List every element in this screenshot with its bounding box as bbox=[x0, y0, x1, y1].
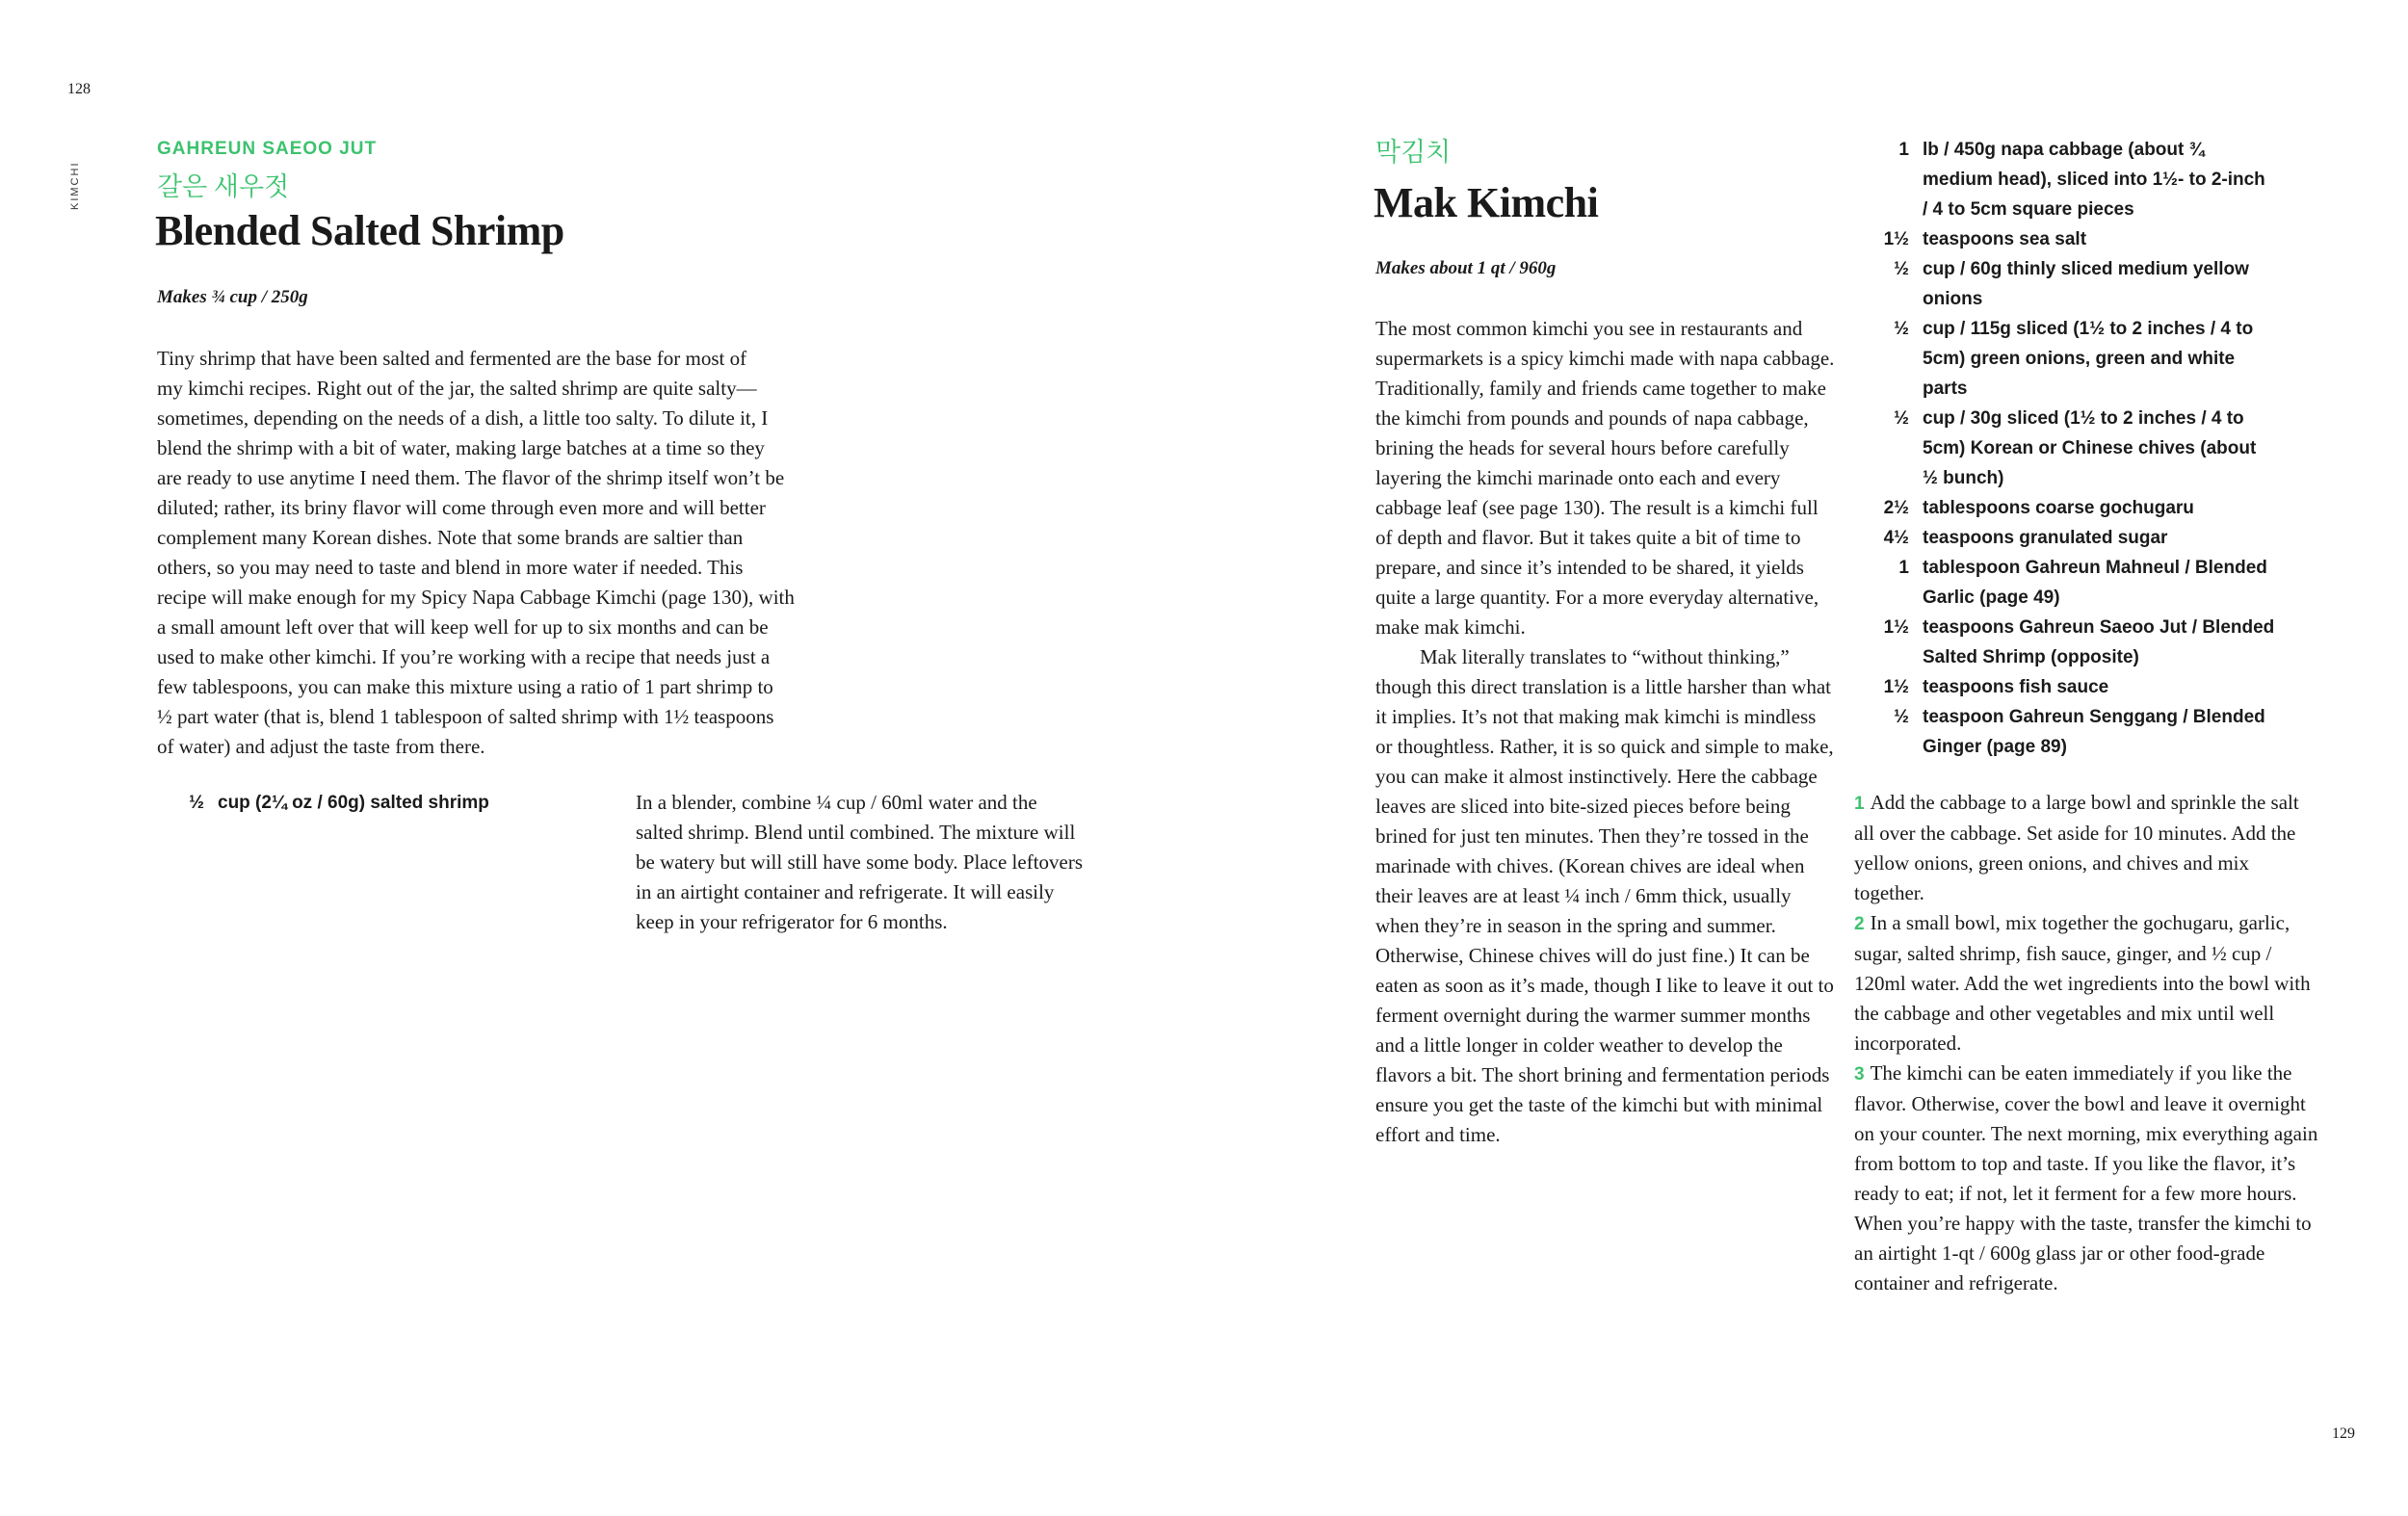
headnote-line: used to make other kimchi. If you’re working with a recipe that needs just a bbox=[157, 645, 771, 668]
ingredient-item bbox=[1871, 135, 2275, 224]
recipe-korean-name: 갈은 새우젓 bbox=[157, 172, 290, 201]
step-text: The kimchi can be eaten immediately if you like the flavor. Otherwise, cover the bowl and leave it overnight on your counter. The next morning, mix everything again from bottom to top and taste. If you like the flavor, it’s ready to eat; if not, let it ferment for a few more hours. When you’re happy with the taste, transfer the kimchi to an airtight 1-qt / 600g glass jar or other food-grade container and refrigerate. bbox=[1854, 1061, 2318, 1294]
recipe-yield: Makes ¾ cup / 250g bbox=[157, 287, 308, 307]
ingredient-item bbox=[1871, 314, 2275, 404]
step-text: In a small bowl, mix together the gochugaru, garlic, sugar, salted shrimp, fish sauce, ginger, and ½ cup / 120ml water. Add the wet ingredients into the bowl with the cabbage and other vegetables and mix until well incorporated. bbox=[1854, 911, 2311, 1055]
ingredient-name: teaspoons Gahreun Saeoo Jut / Blended Salted Shrimp (opposite) bbox=[1923, 617, 2275, 667]
ingredient-qty: ½ bbox=[1894, 319, 1909, 339]
headnote-line: sometimes, depending on the needs of a dish, a little too salty. To dilute it, I bbox=[157, 406, 769, 430]
method-step bbox=[1854, 788, 2321, 908]
ingredient-name: tablespoons coarse gochugaru bbox=[1923, 498, 2194, 518]
recipe-title: Mak Kimchi bbox=[1374, 179, 1599, 226]
step-number: 1 bbox=[1854, 794, 1865, 814]
headnote-line: complement many Korean dishes. Note that some brands are saltier than bbox=[157, 526, 744, 549]
ingredient-item bbox=[1871, 672, 2275, 702]
ingredient-qty: 2½ bbox=[1883, 498, 1909, 518]
ingredient-name: teaspoon Gahreun Senggang / Blended Ginger (page 89) bbox=[1923, 707, 2265, 757]
recipe-method: In a blender, combine ¼ cup / 60ml water and the salted shrimp. Blend until combined. The mixture will be watery but will still have some body. Place leftovers in an airtight container and refrigerate. It will easily keep in your refrigerator for 6 months. bbox=[636, 791, 1084, 933]
ingredient-name: tablespoon Gahreun Mahneul / Blended Garlic (page 49) bbox=[1923, 558, 2267, 608]
ingredient-item bbox=[1871, 224, 2275, 254]
ingredient-qty: ½ bbox=[1894, 259, 1909, 279]
headnote-line: are ready to use anytime I need them. The flavor of the shrimp itself won’t be bbox=[157, 466, 785, 489]
ingredient-item bbox=[1871, 404, 2275, 493]
ingredient-name: cup / 60g thinly sliced medium yellow onions bbox=[1923, 259, 2249, 309]
ingredient-name: cup / 115g sliced (1½ to 2 inches / 4 to 5cm) green onions, green and white parts bbox=[1923, 319, 2254, 399]
ingredient-name: teaspoons fish sauce bbox=[1923, 677, 2109, 697]
ingredient-item bbox=[1871, 493, 2275, 523]
ingredient-qty: 1 bbox=[1898, 558, 1909, 578]
page-number-right: 129 bbox=[2332, 1425, 2355, 1442]
recipe-title: Blended Salted Shrimp bbox=[155, 207, 564, 254]
section-tab: KIMCHI bbox=[69, 161, 81, 210]
headnote-line: my kimchi recipes. Right out of the jar, the salted shrimp are quite salty— bbox=[157, 377, 757, 400]
headnote-line: others, so you may need to taste and blend in more water if needed. This bbox=[157, 556, 744, 579]
step-number: 2 bbox=[1854, 914, 1865, 934]
ingredient-name: cup / 30g sliced (1½ to 2 inches / 4 to 5cm) Korean or Chinese chives (about ½ bunch) bbox=[1923, 408, 2257, 488]
step-number: 3 bbox=[1854, 1064, 1865, 1085]
recipe-romanized-name: GAHREUN SAEOO JUT bbox=[157, 139, 378, 159]
ingredient-item bbox=[1871, 523, 2275, 553]
headnote-paragraph: The most common kimchi you see in restaurants and supermarkets is a spicy kimchi made with napa cabbage. Traditionally, family and friends came together to make the kimchi from pounds and pounds of napa cabbage, brining the heads for several hours before carefully layering the kimchi marinade onto each and every cabbage leaf (see page 130). The result is a kimchi full of depth and flavor. But it takes quite a bit of time to prepare, and since it’s intended to be shared, it yields quite a large quantity. For a more everyday alternative, make mak kimchi. bbox=[1375, 317, 1835, 639]
ingredient-qty: 1½ bbox=[1883, 229, 1909, 249]
ingredient-name: teaspoons granulated sugar bbox=[1923, 528, 2168, 548]
recipe-korean-name: 막김치 bbox=[1375, 138, 1452, 167]
ingredient-item bbox=[1871, 702, 2275, 762]
recipe-steps bbox=[1854, 788, 2321, 1298]
ingredient-qty: 1½ bbox=[1883, 677, 1909, 697]
headnote-line: recipe will make enough for my Spicy Napa Cabbage Kimchi (page 130), with bbox=[157, 586, 795, 609]
headnote-line: ½ part water (that is, blend 1 tablespoon of salted shrimp with 1½ teaspoons bbox=[157, 705, 774, 728]
headnote-line: Tiny shrimp that have been salted and fermented are the base for most of bbox=[157, 347, 747, 370]
ingredient-list-right bbox=[1871, 135, 2275, 762]
ingredient-qty: 1½ bbox=[1883, 617, 1909, 638]
ingredient-item bbox=[173, 788, 588, 818]
ingredient-list-left bbox=[173, 788, 588, 818]
ingredient-qty: 4½ bbox=[1883, 528, 1909, 548]
method-step bbox=[1854, 1059, 2321, 1298]
recipe-headnote bbox=[157, 344, 947, 762]
method-step bbox=[1854, 908, 2321, 1059]
ingredient-item bbox=[1871, 254, 2275, 314]
headnote-line: of water) and adjust the taste from there. bbox=[157, 735, 485, 758]
ingredient-item bbox=[1871, 613, 2275, 672]
ingredient-name: lb / 450g napa cabbage (about ¾ medium head), sliced into 1½- to 2-inch / 4 to 5cm square pieces bbox=[1923, 140, 2265, 220]
ingredient-item bbox=[1871, 553, 2275, 613]
headnote-line: few tablespoons, you can make this mixture using a ratio of 1 part shrimp to bbox=[157, 675, 773, 698]
headnote-paragraph: Mak literally translates to “without thinking,” though this direct translation is a little harsher than what it implies. It’s not that making mak kimchi is mindless or thoughtless. Rather, it is so quick and simple to make, you can make it almost instinctively. Here the cabbage leaves are sliced into bite-sized pieces before being brined for just ten minutes. Then they’re tossed in the marinade with chives. (Korean chives are ideal when their leaves are at least ¼ inch / 6mm thick, usually when they’re in season in the spring and summer. Otherwise, Chinese chives will do just fine.) It can be eaten as soon as it’s made, though I like to leave it out to ferment overnight during the warmer summer months and a little longer in colder weather to develop the flavors a bit. The short brining and fermentation periods ensure you get the taste of the kimchi but with minimal effort and time. bbox=[1375, 645, 1834, 1146]
headnote-line: diluted; rather, its briny flavor will come through even more and will better bbox=[157, 496, 766, 519]
ingredient-qty: 1 bbox=[1898, 140, 1909, 160]
ingredient-name: teaspoons sea salt bbox=[1923, 229, 2087, 249]
ingredient-qty: ½ bbox=[189, 793, 204, 813]
step-text: Add the cabbage to a large bowl and sprinkle the salt all over the cabbage. Set aside for 10 minutes. Add the yellow onions, green onions, and chives and mix together. bbox=[1854, 791, 2299, 904]
recipe-headnote bbox=[1375, 314, 1835, 1150]
ingredient-qty: ½ bbox=[1894, 707, 1909, 727]
page-number-left: 128 bbox=[67, 81, 91, 97]
headnote-line: blend the shrimp with a bit of water, making large batches at a time so they bbox=[157, 436, 765, 459]
ingredient-qty: ½ bbox=[1894, 408, 1909, 429]
recipe-yield: Makes about 1 qt / 960g bbox=[1375, 258, 1557, 278]
headnote-line: a small amount left over that will keep well for up to six months and can be bbox=[157, 615, 769, 639]
ingredient-name: cup (2¼ oz / 60g) salted shrimp bbox=[218, 793, 489, 813]
